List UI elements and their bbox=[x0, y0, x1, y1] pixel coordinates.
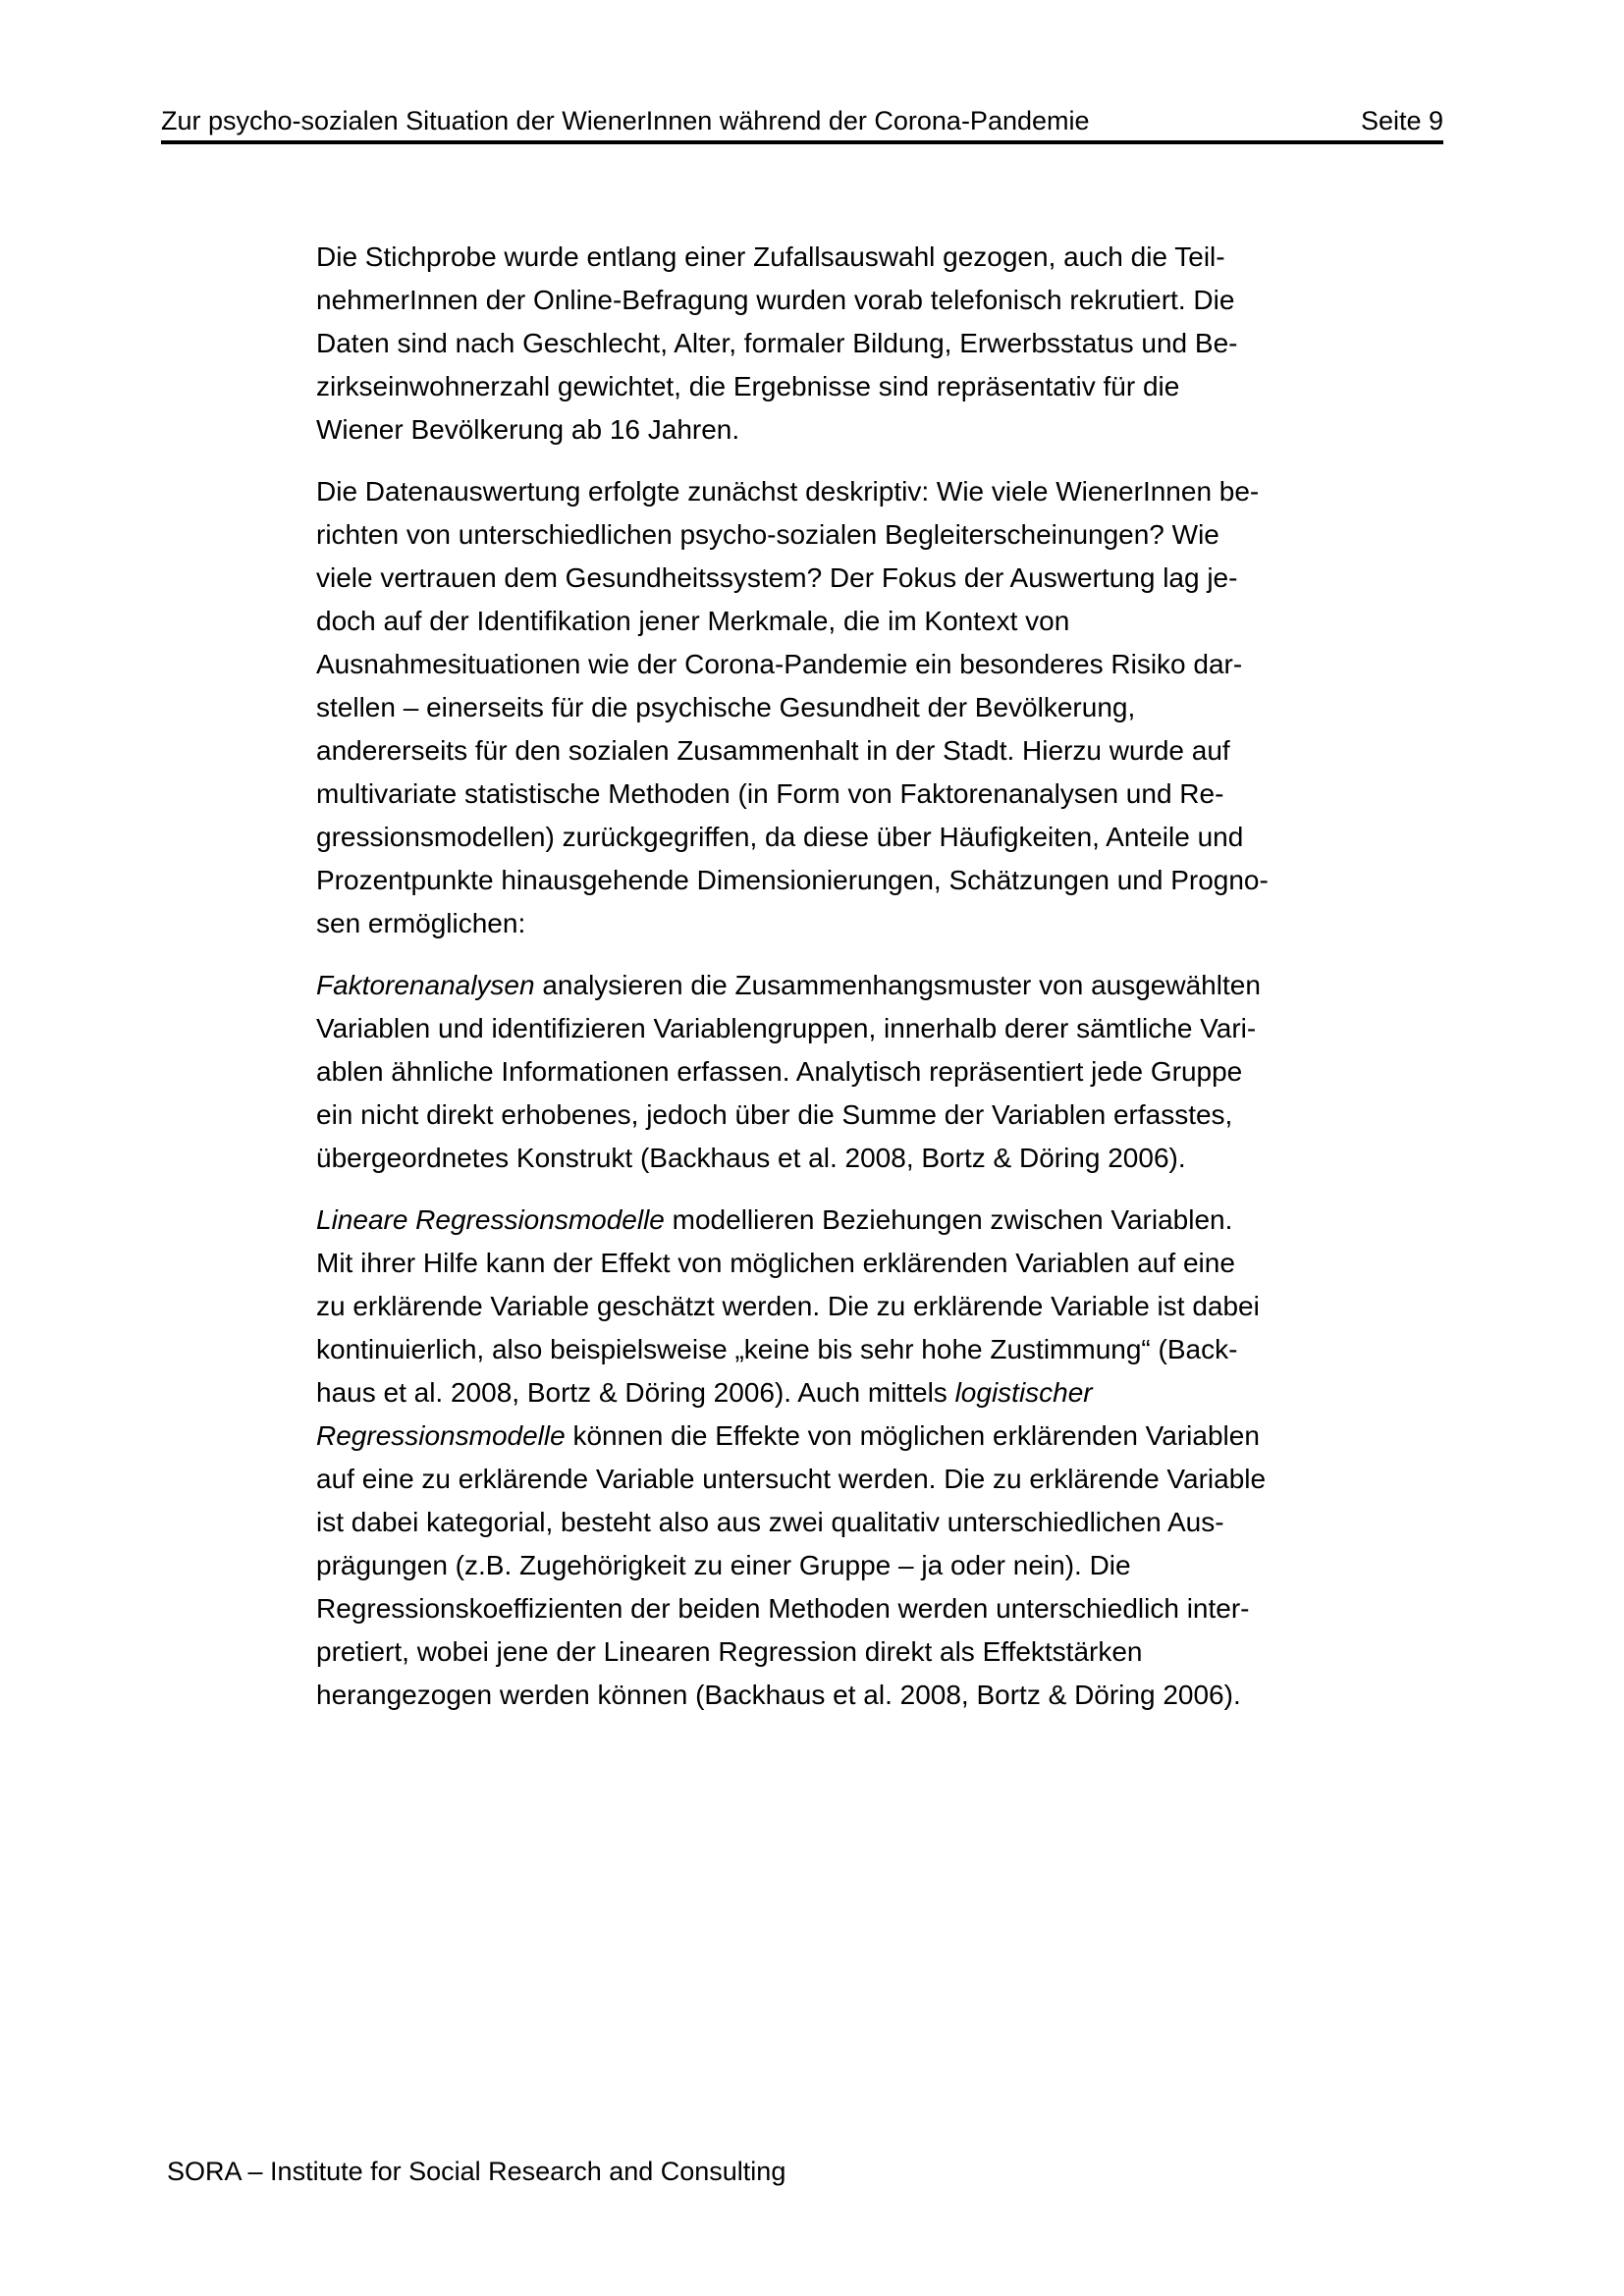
text-segment: andererseits für den sozialen Zusammenhalt in der Stadt. Hierzu wurde auf bbox=[316, 735, 1230, 766]
text-segment: auf eine zu erklärende Variable untersucht werden. Die zu erklärende Variable bbox=[316, 1464, 1267, 1494]
header-title: Zur psycho-sozialen Situation der WienerInnen während der Corona-Pandemie bbox=[161, 106, 1090, 135]
header-page-number: Seite 9 bbox=[1360, 106, 1443, 135]
paragraph-line bbox=[316, 1587, 1357, 1630]
text-segment: kontinuierlich, also beispielsweise „keine bis sehr hohe Zustimmung“ (Back- bbox=[316, 1334, 1238, 1364]
text-segment: pretiert, wobei jene der Linearen Regression direkt als Effektstärken bbox=[316, 1636, 1143, 1667]
text-segment: können die Effekte von möglichen erklärenden Variablen bbox=[565, 1420, 1260, 1451]
paragraph-line bbox=[316, 686, 1357, 729]
page-header bbox=[161, 106, 1443, 135]
text-segment: doch auf der Identifikation jener Merkmale, die im Kontext von bbox=[316, 606, 1070, 636]
text-segment: sen ermöglichen: bbox=[316, 908, 526, 938]
paragraph-line bbox=[316, 1007, 1357, 1050]
text-segment: Mit ihrer Hilfe kann der Effekt von möglichen erklärenden Variablen auf eine bbox=[316, 1248, 1235, 1278]
paragraph-line bbox=[316, 729, 1357, 773]
italic-text-segment: Regressionsmodelle bbox=[316, 1420, 566, 1451]
text-segment: Prozentpunkte hinausgehende Dimensionierungen, Schätzungen und Progno- bbox=[316, 865, 1269, 895]
text-segment: zirkseinwohnerzahl gewichtet, die Ergebnisse sind repräsentativ für die bbox=[316, 371, 1180, 401]
italic-text-segment: Faktorenanalysen bbox=[316, 970, 535, 1000]
paragraph-line bbox=[316, 1285, 1357, 1328]
paragraph-line bbox=[316, 643, 1357, 686]
paragraph-line bbox=[316, 322, 1357, 365]
paragraph-line bbox=[316, 236, 1357, 279]
paragraph-line bbox=[316, 1501, 1357, 1544]
paragraph-line bbox=[316, 1199, 1357, 1242]
page-footer: SORA – Institute for Social Research and Consulting bbox=[167, 2157, 786, 2186]
paragraph-line bbox=[316, 408, 1357, 452]
paragraph-line bbox=[316, 1050, 1357, 1094]
text-segment: ablen ähnliche Informationen erfassen. Analytisch repräsentiert jede Gruppe bbox=[316, 1056, 1243, 1087]
text-segment: Daten sind nach Geschlecht, Alter, formaler Bildung, Erwerbsstatus und Be- bbox=[316, 328, 1238, 358]
text-segment: Die Stichprobe wurde entlang einer Zufallsauswahl gezogen, auch die Teil- bbox=[316, 241, 1225, 272]
paragraph-line bbox=[316, 859, 1357, 902]
paragraph bbox=[316, 1199, 1357, 1717]
paragraph-line bbox=[316, 1544, 1357, 1587]
text-segment: Ausnahmesituationen wie der Corona-Pandemie ein besonderes Risiko dar- bbox=[316, 649, 1243, 679]
text-segment: richten von unterschiedlichen psycho-sozialen Begleiterscheinungen? Wie bbox=[316, 519, 1219, 550]
paragraph-line bbox=[316, 1458, 1357, 1501]
paragraph-line bbox=[316, 902, 1357, 945]
italic-text-segment: logistischer bbox=[954, 1377, 1093, 1408]
text-segment: Die Datenauswertung erfolgte zunächst deskriptiv: Wie viele WienerInnen be- bbox=[316, 476, 1260, 507]
paragraph-line bbox=[316, 513, 1357, 557]
text-segment: Wiener Bevölkerung ab 16 Jahren. bbox=[316, 414, 740, 445]
text-segment: modellieren Beziehungen zwischen Variablen. bbox=[664, 1204, 1233, 1235]
text-segment: herangezogen werden können (Backhaus et al. 2008, Bortz & Döring 2006). bbox=[316, 1680, 1241, 1710]
italic-text-segment: Lineare Regressionsmodelle bbox=[316, 1204, 665, 1235]
text-segment: gressionsmodellen) zurückgegriffen, da diese über Häufigkeiten, Anteile und bbox=[316, 822, 1244, 852]
text-segment: Regressionskoeffizienten der beiden Methoden werden unterschiedlich inter- bbox=[316, 1593, 1250, 1624]
paragraph bbox=[316, 964, 1357, 1180]
paragraph-line bbox=[316, 470, 1357, 513]
text-segment: ist dabei kategorial, besteht also aus zwei qualitativ unterschiedlichen Aus- bbox=[316, 1507, 1224, 1537]
text-segment: multivariate statistische Methoden (in Form von Faktorenanalysen und Re- bbox=[316, 778, 1224, 809]
text-segment: nehmerInnen der Online-Befragung wurden vorab telefonisch rekrutiert. Die bbox=[316, 285, 1235, 315]
text-segment: analysieren die Zusammenhangsmuster von ausgewählten bbox=[534, 970, 1261, 1000]
header-rule bbox=[161, 140, 1443, 144]
paragraph-line bbox=[316, 964, 1357, 1007]
paragraph-line bbox=[316, 1137, 1357, 1180]
paragraph-line bbox=[316, 1242, 1357, 1285]
paragraph-line bbox=[316, 816, 1357, 859]
text-segment: prägungen (z.B. Zugehörigkeit zu einer Gruppe – ja oder nein). Die bbox=[316, 1550, 1131, 1580]
paragraph-line bbox=[316, 1415, 1357, 1458]
paragraph-line bbox=[316, 1630, 1357, 1674]
paragraph-line bbox=[316, 600, 1357, 643]
text-segment: übergeordnetes Konstrukt (Backhaus et al. 2008, Bortz & Döring 2006). bbox=[316, 1143, 1186, 1173]
paragraph-line bbox=[316, 773, 1357, 816]
paragraph-line bbox=[316, 365, 1357, 408]
paragraph-line bbox=[316, 557, 1357, 600]
paragraph-line bbox=[316, 1371, 1357, 1415]
paragraph-line bbox=[316, 1674, 1357, 1717]
paragraph-line bbox=[316, 279, 1357, 322]
text-segment: ein nicht direkt erhobenes, jedoch über die Summe der Variablen erfasstes, bbox=[316, 1099, 1233, 1130]
paragraph-line bbox=[316, 1328, 1357, 1371]
text-segment: stellen – einerseits für die psychische Gesundheit der Bevölkerung, bbox=[316, 692, 1136, 722]
text-segment: viele vertrauen dem Gesundheitssystem? Der Fokus der Auswertung lag je- bbox=[316, 562, 1238, 593]
text-segment: zu erklärende Variable geschätzt werden. Die zu erklärende Variable ist dabei bbox=[316, 1291, 1260, 1321]
paragraph bbox=[316, 470, 1357, 945]
paragraph bbox=[316, 236, 1357, 452]
document-body bbox=[316, 236, 1357, 1735]
text-segment: haus et al. 2008, Bortz & Döring 2006). Auch mittels bbox=[316, 1377, 955, 1408]
paragraph-line bbox=[316, 1094, 1357, 1137]
text-segment: Variablen und identifizieren Variablengruppen, innerhalb derer sämtliche Vari- bbox=[316, 1013, 1257, 1043]
